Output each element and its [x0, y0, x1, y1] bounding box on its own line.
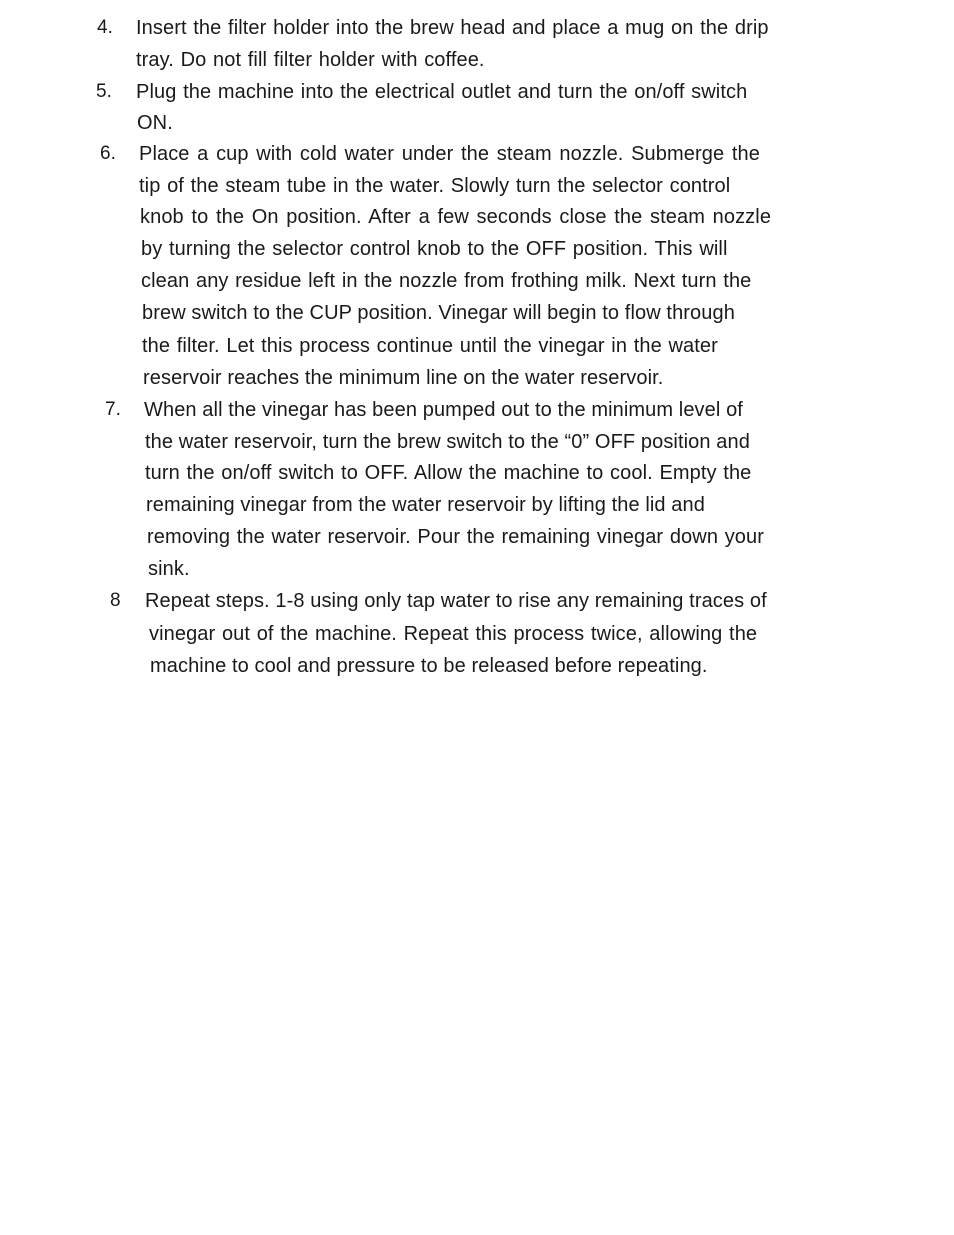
step-number: 5. [96, 81, 112, 102]
step-text-line: turn the on/off switch to OFF. Allow the machine to cool. Empty the [145, 462, 752, 484]
step-text-line: Place a cup with cold water under the steam nozzle. Submerge the [139, 143, 760, 165]
step-number: 7. [105, 399, 121, 420]
step-number: 8 [110, 590, 121, 611]
step-text-line: ON. [137, 112, 173, 134]
step-text-line: remaining vinegar from the water reservoir by lifting the lid and [146, 494, 705, 516]
step-text-line: knob to the On position. After a few seconds close the steam nozzle [140, 206, 772, 228]
step-text-line: Plug the machine into the electrical outlet and turn the on/off switch [136, 81, 748, 103]
step-number: 4. [97, 17, 113, 38]
step-text-line: clean any residue left in the nozzle from frothing milk. Next turn the [141, 270, 752, 292]
step-text-line: tip of the steam tube in the water. Slowly turn the selector control [139, 175, 731, 197]
step-text-line: sink. [148, 558, 190, 580]
step-text-line: removing the water reservoir. Pour the remaining vinegar down your [147, 526, 765, 548]
step-text-line: vinegar out of the machine. Repeat this process twice, allowing the [149, 623, 758, 645]
step-text-line: the water reservoir, turn the brew switch to the “0” OFF position and [145, 431, 750, 453]
step-text-line: When all the vinegar has been pumped out to the minimum level of [144, 399, 743, 421]
step-text-line: Insert the filter holder into the brew head and place a mug on the drip [136, 17, 769, 39]
step-text-line: reservoir reaches the minimum line on the water reservoir. [143, 367, 664, 389]
step-text-line: Repeat steps. 1-8 using only tap water to rise any remaining traces of [145, 590, 767, 612]
step-text-line: machine to cool and pressure to be released before repeating. [150, 655, 708, 677]
step-text-line: brew switch to the CUP position. Vinegar will begin to flow through [142, 302, 735, 324]
step-text-line: the filter. Let this process continue until the vinegar in the water [142, 335, 718, 357]
step-number: 6. [100, 143, 116, 164]
step-text-line: tray. Do not fill filter holder with coffee. [136, 49, 485, 71]
step-text-line: by turning the selector control knob to the OFF position. This will [141, 238, 728, 260]
